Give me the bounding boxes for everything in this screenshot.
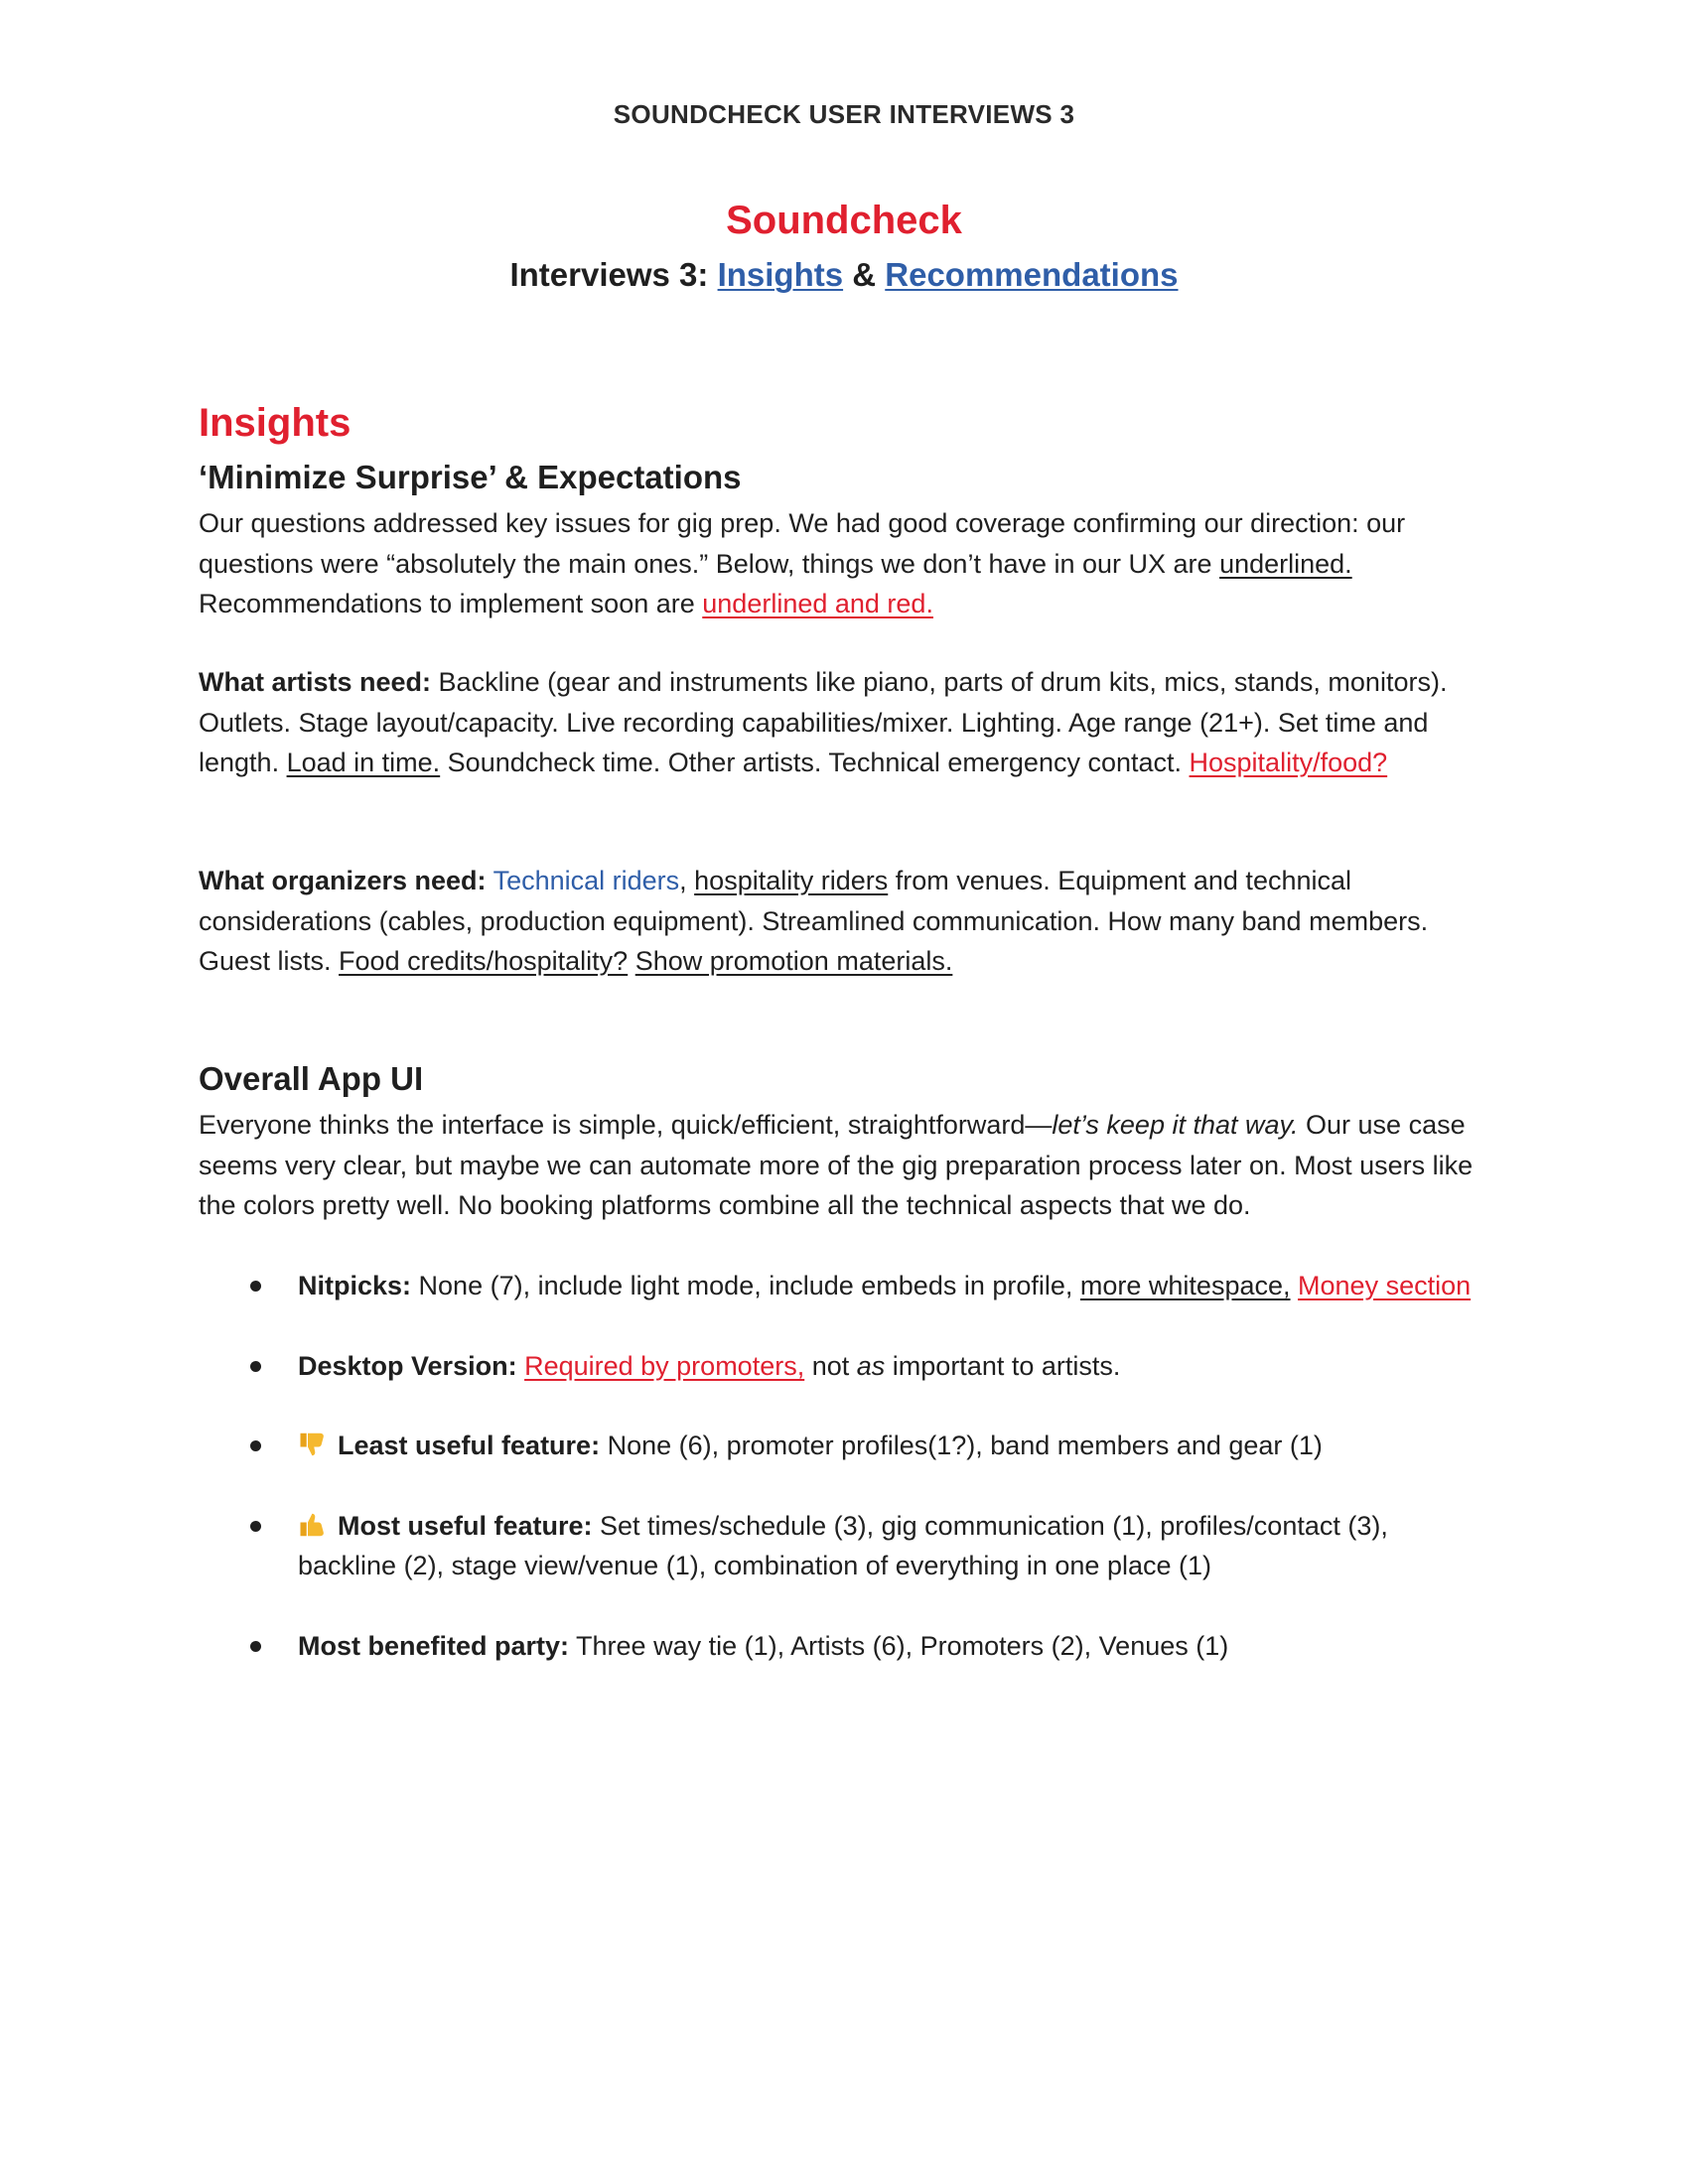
organizers-need-label: What organizers need: <box>199 866 487 895</box>
money-section-red: Money section <box>1298 1271 1472 1300</box>
subtitle-ampersand: & <box>843 256 886 293</box>
intro-paragraph <box>199 503 1489 624</box>
most-benefited-label: Most benefited party: <box>298 1630 570 1661</box>
artists-need-text-2: Soundcheck time. Other artists. Technical emergency contact. <box>440 748 1190 777</box>
bullet-icon <box>250 1440 261 1451</box>
list-item-desktop-version <box>199 1346 1489 1387</box>
overall-intro-text-1: Everyone thinks the interface is simple, quick/efficient, straightforward— <box>199 1110 1053 1140</box>
nitpicks-text: None (7), include light mode, include embeds in profile, <box>411 1271 1080 1300</box>
overall-app-ui-intro <box>199 1105 1489 1226</box>
list-item-most-useful <box>199 1506 1489 1586</box>
intro-text-2: Recommendations to implement soon are <box>199 589 703 618</box>
most-benefited-text: Three way tie (1), Artists (6), Promoters (2), Venues (1) <box>569 1630 1229 1661</box>
overall-app-ui-intro-block <box>199 1105 1489 1226</box>
minimize-surprise-section <box>199 459 1489 496</box>
list-item-least-useful <box>199 1426 1489 1466</box>
thumbs-up-icon <box>298 1510 328 1540</box>
overall-intro-text-2: Our use case seems very clear, but maybe we can automate more of the gig preparation process later on. Most users like the colors pretty well. No booking platforms combine all the technical aspects that we do. <box>199 1110 1474 1220</box>
desktop-italic: as <box>856 1350 886 1381</box>
intro-underlined-example: underlined. <box>1219 548 1352 579</box>
artists-need-block <box>199 662 1489 783</box>
desktop-text-2: important to artists. <box>885 1350 1121 1381</box>
insights-section <box>199 401 1489 446</box>
artists-need-paragraph <box>199 662 1489 783</box>
overall-intro-italic: let’s keep it that way. <box>1052 1110 1299 1140</box>
artists-need-text-1: Backline (gear and instruments like piano, parts of drum kits, mics, stands, monitors). Outlets. Stage layout/capacity. Live recording capabilities/mixer. Lighting. Age range (21+). Set time and length. <box>199 667 1448 777</box>
bullet-icon <box>250 1281 261 1292</box>
desktop-text-1: not <box>804 1350 857 1381</box>
insights-heading: Insights <box>199 401 352 445</box>
technical-riders-text: Technical riders <box>492 866 680 895</box>
organizers-need-block <box>199 861 1489 982</box>
list-item-most-benefited <box>199 1626 1489 1667</box>
least-useful-label: Least useful feature: <box>338 1431 601 1460</box>
bullet-icon <box>250 1521 261 1532</box>
overall-app-ui-heading: Overall App UI <box>199 1060 424 1097</box>
load-in-time-underlined: Load in time. <box>286 748 441 777</box>
organizers-space <box>628 946 635 976</box>
document-header: SOUNDCHECK USER INTERVIEWS 3 <box>613 99 1075 129</box>
nitpicks-label: Nitpicks: <box>298 1271 412 1300</box>
feedback-bullet-list <box>199 1266 1489 1666</box>
organizers-need-text: from venues. Equipment and technical considerations (cables, production equipment). Streamlined communication. How many band members. Guest lists. <box>199 866 1429 976</box>
artists-need-label: What artists need: <box>199 667 432 697</box>
organizers-comma: , <box>679 866 695 895</box>
recommendations-link[interactable]: Recommendations <box>885 256 1179 293</box>
most-useful-label: Most useful feature: <box>338 1510 593 1541</box>
food-credits-underlined: Food credits/hospitality? <box>339 946 629 976</box>
bullet-icon <box>250 1361 261 1372</box>
hospitality-riders-underlined: hospitality riders <box>694 866 889 895</box>
intro-paragraph-block <box>199 503 1489 624</box>
overall-app-ui-section <box>199 1060 1489 1098</box>
page-subtitle <box>0 256 1688 294</box>
subtitle-prefix: Interviews 3: <box>509 256 718 293</box>
minimize-surprise-heading: ‘Minimize Surprise’ & Expectations <box>199 459 742 495</box>
desktop-version-label: Desktop Version: <box>298 1350 517 1381</box>
least-useful-text: None (6), promoter profiles(1?), band members and gear (1) <box>600 1431 1323 1460</box>
bullet-icon <box>250 1641 261 1652</box>
most-useful-text: Set times/schedule (3), gig communication (1), profiles/contact (3), backline (2), stage view/venue (1), combination of everything in one place (1) <box>298 1510 1388 1580</box>
organizers-need-paragraph <box>199 861 1489 982</box>
insights-link[interactable]: Insights <box>717 256 844 293</box>
thumbs-down-icon <box>298 1430 328 1459</box>
intro-text-1: Our questions addressed key issues for gig prep. We had good coverage confirming our direction: our questions were “absolutely the main ones.” Below, things we don’t have in our UX are <box>199 508 1406 579</box>
show-promotion-underlined: Show promotion materials. <box>634 946 953 976</box>
required-by-promoters-red: Required by promoters, <box>524 1350 805 1381</box>
bullets-block <box>199 1266 1489 1706</box>
intro-red-underlined-example: underlined and red. <box>702 589 933 618</box>
page-title: Soundcheck <box>726 199 962 242</box>
list-item-nitpicks <box>199 1266 1489 1306</box>
hospitality-food-red: Hospitality/food? <box>1189 748 1388 777</box>
more-whitespace-underlined: more whitespace, <box>1079 1271 1291 1300</box>
